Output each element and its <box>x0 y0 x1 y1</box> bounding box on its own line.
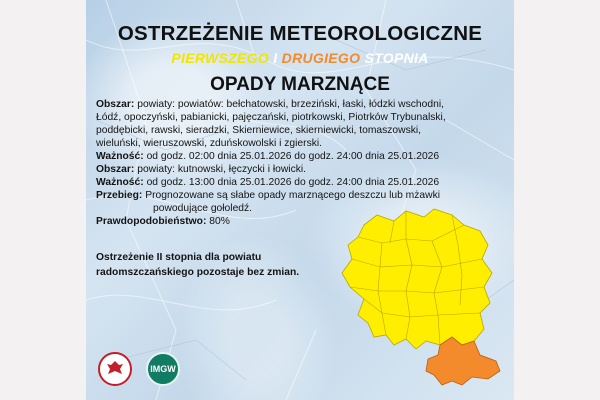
level-separator: I <box>273 50 278 66</box>
area1-text-3: poddębicki, rawski, sieradzki, Skierniewice, skierniewicki, tomaszowski, <box>96 125 422 136</box>
area1-line <box>96 98 508 111</box>
warning-title: OSTRZEŻENIE METEOROLOGICZNE <box>117 22 483 45</box>
area1-text-1: powiaty: powiatów: bełchatowski, brzeziński, łaski, łódzki wschodni, <box>137 99 444 110</box>
course-label: Przebieg: <box>96 190 143 201</box>
area1-label: Obszar: <box>96 99 135 110</box>
map-region-yellow <box>342 209 492 349</box>
lodzkie-warning-map <box>302 195 512 395</box>
warning-card <box>86 0 514 400</box>
area2-value: powiaty: kutnowski, łęczycki i łowicki. <box>137 164 307 175</box>
warning-level-line <box>86 50 514 66</box>
area1-text-4: wieluński, wieruszowski, zduńskowolski i zgierski. <box>96 138 323 149</box>
course-text-1: Prognozowane są słabe opady marznącego deszczu lub mżawki <box>145 190 441 201</box>
level-first-label: PIERWSZEGO <box>171 50 270 66</box>
validity2-line <box>96 176 508 189</box>
level-second-label: DRUGIEGO <box>281 50 361 66</box>
validity2-label: Ważność: <box>96 177 144 188</box>
validity1-value: od godz. 02:00 dnia 25.01.2026 do godz. 24:00 dnia 25.01.2026 <box>146 151 440 162</box>
course-text-2: powodujące gołoledź. <box>153 203 253 214</box>
probability-value: 80% <box>209 216 230 227</box>
area1-text-2: Łódź, opoczyński, pabianicki, pajęczański, piotrkowski, Piotrków Trybunalski, <box>96 112 446 123</box>
eagle-icon <box>100 354 130 384</box>
level-suffix-label: STOPNIA <box>364 50 429 66</box>
phenomenon-title: OPADY MARZNĄCE <box>210 74 390 95</box>
validity1-line <box>96 150 508 163</box>
probability-label: Prawdopodobieństwo: <box>96 216 207 227</box>
poland-eagle-logo <box>98 352 132 386</box>
validity1-label: Ważność: <box>96 151 144 162</box>
area2-line <box>96 163 508 176</box>
imgw-logo: IMGW <box>146 352 180 386</box>
area2-label: Obszar: <box>96 164 135 175</box>
validity2-value: od godz. 13:00 dnia 25.01.2026 do godz. 24:00 dnia 25.01.2026 <box>146 177 440 188</box>
note-line-2: radomszczańskiego pozostaje bez zmian. <box>96 267 300 278</box>
note-line-1: Ostrzeżenie II stopnia dla powiatu <box>96 252 262 263</box>
